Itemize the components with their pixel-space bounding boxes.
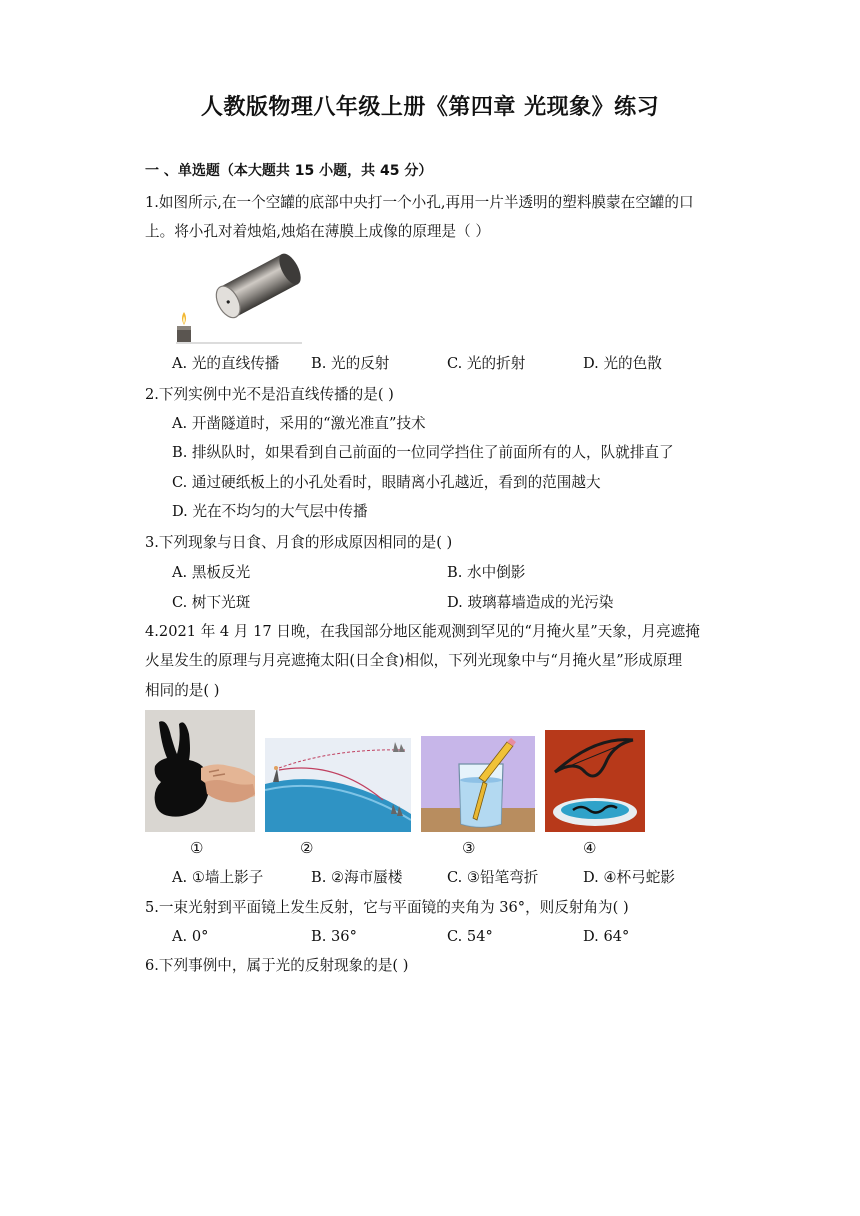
pinhole-camera-figure [172,252,304,344]
document-title: 人教版物理八年级上册《第四章 光现象》练习 [200,95,660,120]
question-4-line-2: 火星发生的原理与月亮遮掩太阳(日全食)相似，下列光现象中与“月掩火星”形成原理 [145,652,683,669]
question-5-option-b: B. 36° [311,928,357,945]
question-1-option-c: C. 光的折射 [447,355,526,372]
hand-shadow-image [145,710,255,832]
figure-label-1: ① [190,839,204,857]
question-1-option-a: A. 光的直线传播 [172,355,280,372]
question-3-line-1: 3.下列现象与日食、月食的形成原因相同的是( ) [145,534,453,551]
question-1-line-2: 上。将小孔对着烛焰,烛焰在薄膜上成像的原理是（ ） [145,223,490,240]
bent-pencil-image [421,736,535,832]
question-4-line-3: 相同的是( ) [145,682,220,699]
question-4-option-b: B. ②海市蜃楼 [311,869,403,886]
question-2-option-a: A. 开凿隧道时，采用的“激光准直”技术 [172,415,426,432]
bow-snake-image [545,730,645,832]
question-2-option-c: C. 通过硬纸板上的小孔处看时，眼睛离小孔越近，看到的范围越大 [172,474,601,491]
question-1-line-1: 1.如图所示,在一个空罐的底部中央打一个小孔,再用一片半透明的塑料膜蒙在空罐的口 [145,194,694,211]
question-5-option-d: D. 64° [583,928,630,945]
question-6-line-1: 6.下列事例中，属于光的反射现象的是( ) [145,957,409,974]
figure-label-4: ④ [583,839,597,857]
question-3-option-d: D. 玻璃幕墙造成的光污染 [447,594,614,611]
question-2-line-1: 2.下列实例中光不是沿直线传播的是( ) [145,386,394,403]
question-2-option-d: D. 光在不均匀的大气层中传播 [172,503,368,520]
question-2-option-b: B. 排纵队时，如果看到自己前面的一位同学挡住了前面所有的人，队就排直了 [172,444,674,461]
question-4-line-1: 4.2021 年 4 月 17 日晚，在我国部分地区能观测到罕见的“月掩火星”天象，月亮遮掩 [145,623,700,640]
question-5-option-c: C. 54° [447,928,493,945]
figure-label-2: ② [300,839,314,857]
question-1-option-d: D. 光的色散 [583,355,662,372]
mirage-image [265,738,411,832]
question-5-option-a: A. 0° [172,928,209,945]
question-1-option-b: B. 光的反射 [311,355,390,372]
section-heading: 一 、单选题（本大题共 15 小题，共 45 分） [145,163,433,179]
question-3-option-c: C. 树下光斑 [172,594,251,611]
question-4-option-d: D. ④杯弓蛇影 [583,869,675,886]
question-3-option-a: A. 黑板反光 [172,564,251,581]
question-4-option-c: C. ③铅笔弯折 [447,869,539,886]
question-4-option-a: A. ①墙上影子 [172,869,264,886]
figure-label-3: ③ [462,839,476,857]
question-3-option-b: B. 水中倒影 [447,564,526,581]
question-5-line-1: 5.一束光射到平面镜上发生反射，它与平面镜的夹角为 36°，则反射角为( ) [145,899,629,916]
